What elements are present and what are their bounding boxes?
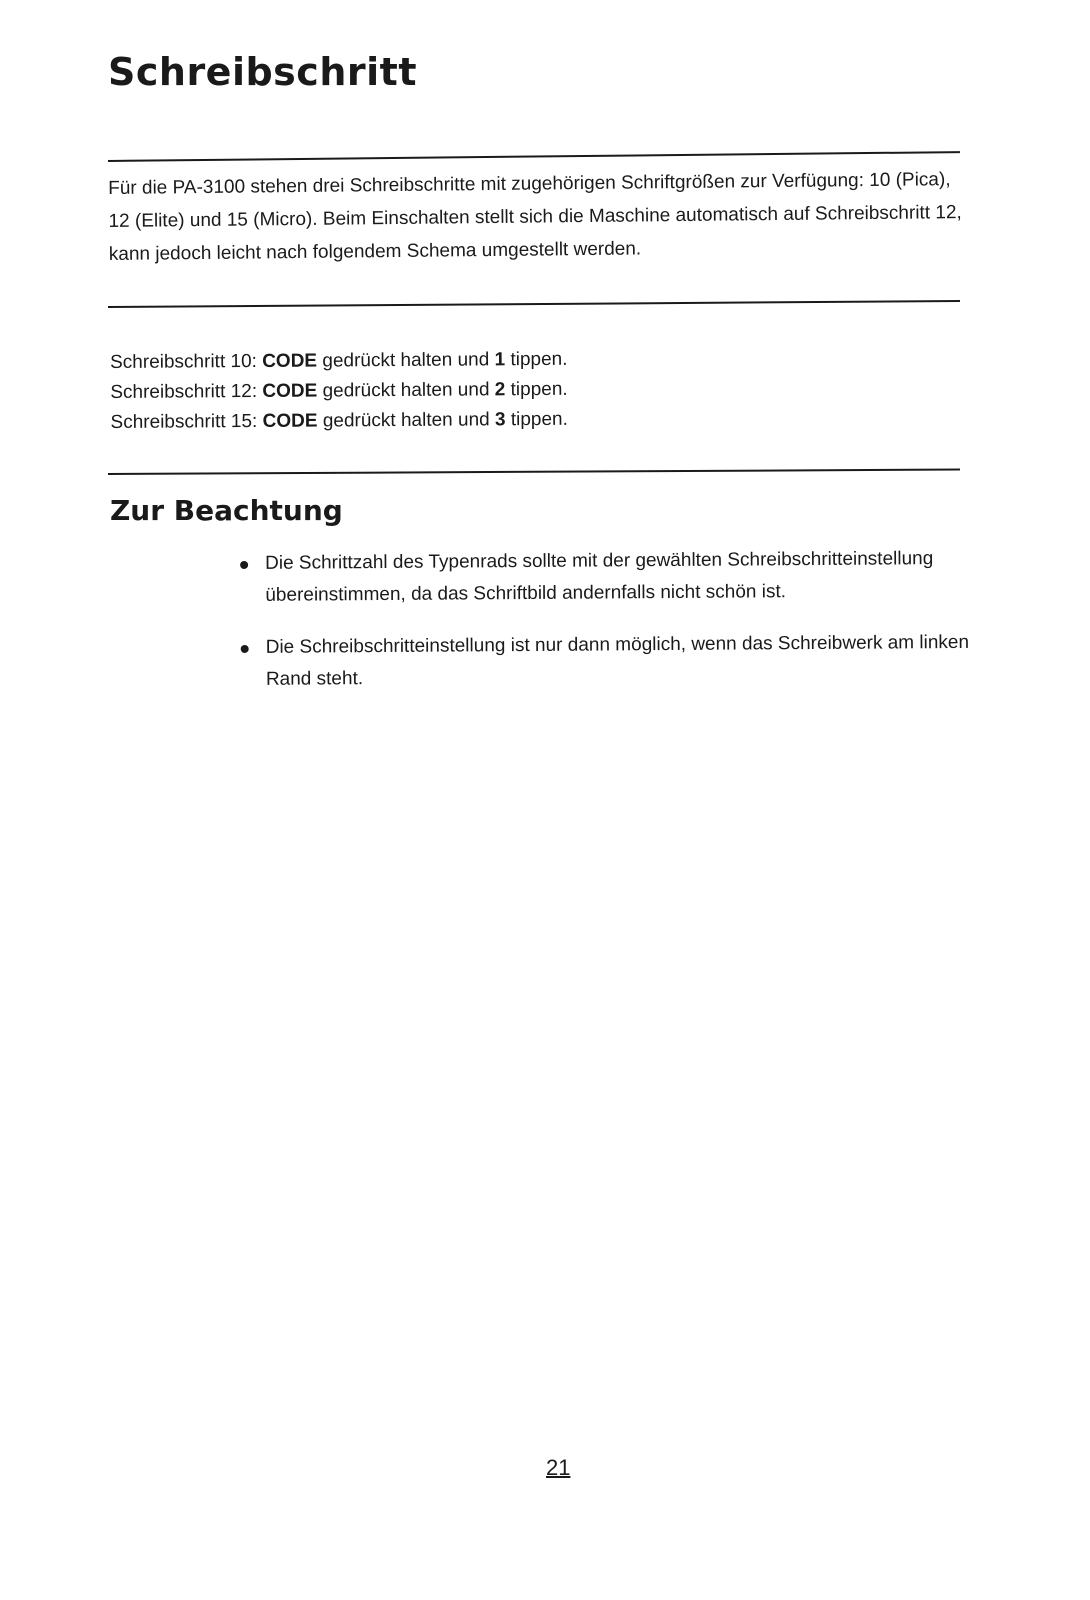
intro-paragraph: Für die PA-3100 stehen drei Schreibschritte mit zugehörigen Schriftgrößen zur Verfügung: 10 (Pica), 12 (Elite) und 15 (Micro). Beim Einschalten stellt sich die Maschine automatisch auf Schreibschritt 12, kann jedoch leicht nach folgendem Schema umgestellt werden.	[108, 169, 962, 265]
note-text: Die Schreibschritteinstellung ist nur dann möglich, wenn das Schreibwerk am linken Rand steht.	[265, 631, 970, 690]
divider	[108, 300, 960, 308]
instruction-label: Schreibschritt 15:	[110, 410, 258, 433]
bullet-icon	[241, 645, 249, 653]
key-name: CODE	[262, 350, 318, 372]
page-number: 21	[546, 1455, 571, 1480]
key-name: CODE	[262, 410, 318, 432]
note-item	[240, 543, 970, 612]
bullet-icon	[240, 561, 248, 569]
note-text: Die Schrittzahl des Typenrads sollte mit der gewählten Schreibschritteinstellung übereinstimmen, da das Schriftbild andernfalls nicht schön ist.	[265, 548, 934, 606]
instruction-item	[110, 373, 810, 408]
section-heading: Zur Beachtung	[110, 494, 343, 527]
key-name: CODE	[262, 380, 318, 402]
instruction-end: tippen.	[510, 378, 568, 401]
key-digit: 3	[494, 409, 506, 431]
divider	[108, 469, 960, 475]
instruction-text: gedrückt halten und	[322, 349, 490, 372]
instruction-text: gedrückt halten und	[322, 409, 490, 432]
instruction-list	[110, 343, 811, 438]
key-digit: 1	[494, 349, 506, 371]
instruction-label: Schreibschritt 10:	[110, 350, 257, 373]
instruction-item	[110, 403, 810, 438]
notes-list	[240, 543, 971, 716]
page-title: Schreibschritt	[108, 50, 417, 94]
instruction-text: gedrückt halten und	[322, 379, 490, 402]
instruction-item	[110, 343, 810, 378]
instruction-label: Schreibschritt 12:	[110, 380, 258, 403]
instruction-end: tippen.	[510, 408, 568, 431]
note-item	[241, 627, 971, 696]
divider	[108, 151, 960, 162]
instruction-end: tippen.	[510, 348, 568, 371]
key-digit: 2	[494, 379, 506, 401]
